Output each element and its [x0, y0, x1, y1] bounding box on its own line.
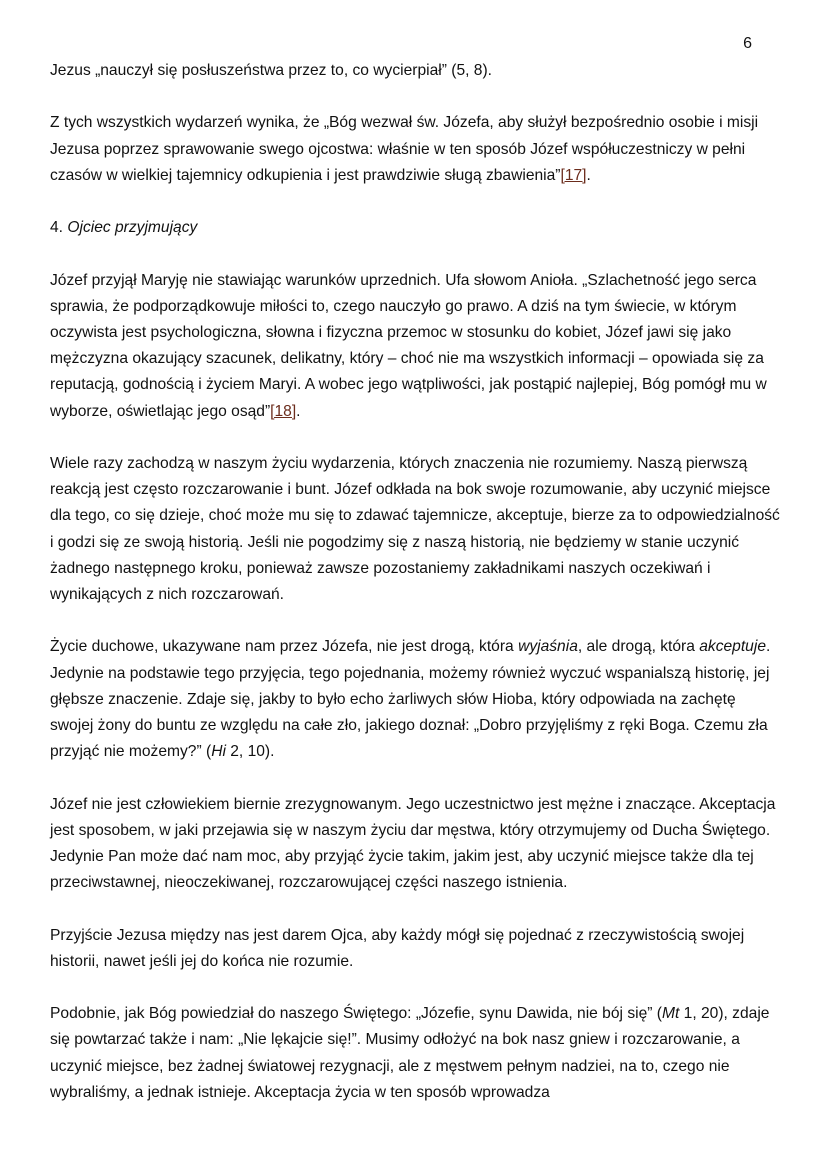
paragraph-3	[50, 268, 780, 425]
paragraph-8-part-c: 1, 20), zdaje się powtarzać także i nam: „Nie lękajcie się!”. Musimy odłożyć na bok nasz gniew i rozczarowanie, a uczynić miejsce, bez żadnej światowej rezygnacji, ale z męstwem pełnym nadziei, na to, czego nie wybraliśmy, a jednak istnieje. Akceptacja życia w ten sposób wprowadza	[50, 1005, 770, 1101]
paragraph-3-end: .	[296, 402, 301, 420]
paragraph-5-part-c: , ale drogą, która	[577, 638, 700, 656]
paragraph-2-end: .	[586, 166, 591, 184]
paragraph-2-text: Z tych wszystkich wydarzeń wynika, że „Bóg wezwał św. Józefa, aby służył bezpośrednio osobie i misji Jezusa poprzez sprawowanie swego ojcostwa: właśnie w ten sposób Józef współuczestniczy w pełni czasów w wielkiej tajemnicy odkupienia i jest prawdziwie sługą zbawienia”	[50, 114, 759, 184]
section-number: 4.	[50, 219, 68, 237]
section-heading	[50, 215, 780, 241]
paragraph-8-part-a: Podobnie, jak Bóg powiedział do naszego Świętego: „Józefie, synu Dawida, nie bój się” (	[50, 1005, 662, 1023]
citation-hi: Hi	[211, 743, 226, 761]
document-body	[50, 58, 780, 1132]
paragraph-7: Przyjście Jezusa między nas jest darem Ojca, aby każdy mógł się pojednać z rzeczywistością swojej historii, nawet jeśli jej do końca nie rozumie.	[50, 926, 745, 970]
paragraph-2	[50, 110, 780, 189]
paragraph-5-part-a: Życie duchowe, ukazywane nam przez Józefa, nie jest drogą, która	[50, 638, 519, 656]
paragraph-4: Wiele razy zachodzą w naszym życiu wydarzenia, których znaczenia nie rozumiemy. Naszą pierwszą reakcją jest często rozczarowanie i bunt. Józef odkłada na bok swoje rozumowanie, aby uczynić miejsce dla tego, co się dzieje, choć może mu się to zdawać tajemnicze, akceptuje, bierze za to odpowiedzialność i godzi się ze swoją historią. Jeśli nie pogodzimy się z naszą historią, nie będziemy w stanie uczynić żadnego następnego kroku, ponieważ zawsze pozostaniemy zakładnikami naszych oczekiwań i wynikających z nich rozczarowań.	[50, 454, 780, 603]
paragraph-3-text: Józef przyjął Maryję nie stawiając warunków uprzednich. Ufa słowom Anioła. „Szlachetność jego serca sprawia, że podporządkowuje miłości to, czego nauczyło go prawo. A dziś na tym świecie, w którym oczywista jest psychologiczna, słowna i fizyczna przemoc w stosunku do kobiet, Józef jawi się jako mężczyzna okazujący szacunek, delikatny, który – choć nie ma wszystkich informacji – opowiada się za reputacją, godnością i życiem Maryi. A wobec jego wątpliwości, jak postąpić najlepiej, Bóg pomógł mu w wyborze, oświetlając jego osąd”	[50, 271, 767, 420]
paragraph-5-part-e: . Jedynie na podstawie tego przyjęcia, tego pojednania, możemy również wyczuć wspanialszą historię, jej głębsze znaczenie. Zdaje się, jakby to było echo żarliwych słów Hioba, który odpowiada na zachętę swojej żony do buntu ze względu na całe zło, jakiego doznał: „Dobro przyjęliśmy z ręki Boga. Czemu zła przyjąć nie możemy?” (	[50, 638, 771, 761]
paragraph-6: Józef nie jest człowiekiem biernie zrezygnowanym. Jego uczestnictwo jest mężne i znaczące. Akceptacja jest sposobem, w jaki przejawia się w naszym życiu dar męstwa, który otrzymujemy od Ducha Świętego. Jedynie Pan może dać nam moc, aby przyjąć życie takim, jakim jest, aby uczynić miejsce także dla tej przeciwstawnej, nieoczekiwanej, rozczarowującej części naszego istnienia.	[50, 795, 776, 892]
footnote-ref-18[interactable]: [18]	[270, 402, 297, 420]
paragraph-1: Jezus „nauczył się posłuszeństwa przez to, co wycierpiał” (5, 8).	[50, 62, 492, 79]
paragraph-5-part-g: 2, 10).	[225, 743, 275, 761]
page-number: 6	[743, 35, 752, 52]
emphasis-wyjasnia: wyjaśnia	[518, 638, 578, 656]
paragraph-8	[50, 1001, 780, 1106]
footnote-ref-17[interactable]: [17]	[560, 166, 587, 184]
paragraph-5	[50, 634, 780, 765]
emphasis-akceptuje: akceptuje	[699, 638, 766, 656]
section-title: Ojciec przyjmujący	[67, 219, 198, 237]
citation-mt: Mt	[661, 1005, 680, 1023]
